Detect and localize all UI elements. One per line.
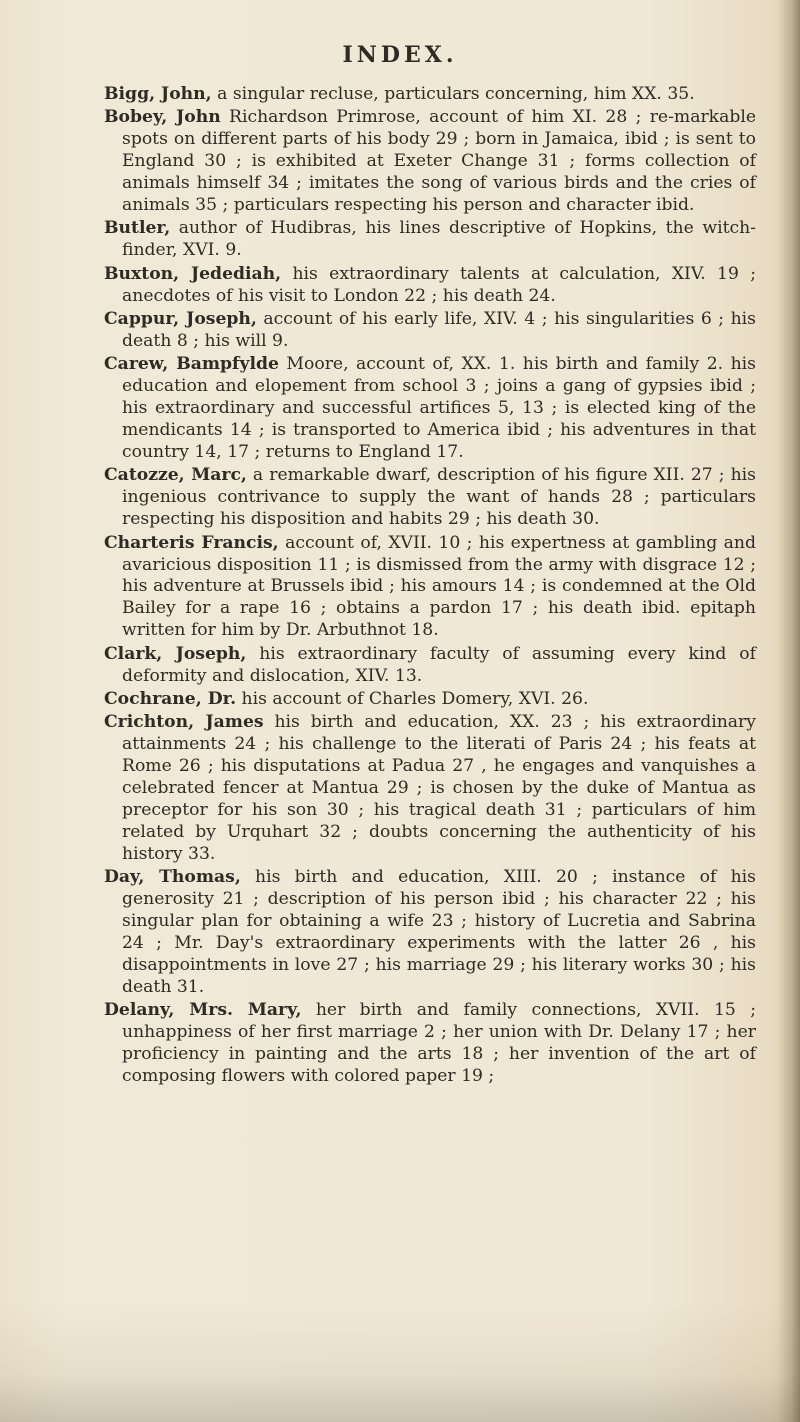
entry-heading: Bigg, John,: [104, 84, 212, 104]
entry-text: Moore, account of, XX. 1. his birth and family 2. his education and elopement from school 3 ; joins a gang of gypsies ibid ; his extraordinary and successful artifices 5, 13 ; is elected king of the mendicants 14 ; is transported to America ibid ; his adventures in that country 14, 17 ; returns to England 17.: [122, 354, 756, 462]
entry-heading: Cochrane, Dr.: [104, 688, 237, 709]
entry-heading: Delany, Mrs. Mary,: [104, 1000, 302, 1021]
index-entry: [104, 867, 756, 998]
index-entry: [104, 712, 756, 865]
index-entries: [104, 84, 756, 1089]
index-entry: [104, 644, 756, 688]
index-entry: [104, 354, 756, 464]
entry-heading: Catozze, Marc,: [104, 465, 247, 486]
index-entry: [104, 264, 756, 308]
page-bottom-shading: [0, 1302, 800, 1422]
index-entry: [104, 1000, 756, 1088]
entry-text: his birth and education, XIII. 20 ; instance of his generosity 21 ; description of his person ibid ; his character 22 ; his singular plan for obtaining a wife 23 ; history of Lucretia and Sabrina 24 ; Mr. Day's extraordinary experiments with the latter 26 , his disappointments in love 27 ; his marriage 29 ; his literary works 30 ; his death 31.: [122, 867, 756, 997]
entry-text: his birth and education, XX. 23 ; his extraordinary attainments 24 ; his challenge to the literati of Paris 24 ; his feats at Rome 26 ; his disputations at Padua 27 , he engages and vanquishes a celebrated fencer at Mantua 29 ; is chosen by the duke of Mantua as preceptor for his son 30 ; his tragical death 31 ; particulars of him related by Urquhart 32 ; doubts concerning the authenticity of his history 33.: [122, 712, 756, 864]
entry-heading: Crichton, James: [104, 712, 264, 733]
entry-text: his account of Charles Domery, XVI. 26.: [236, 688, 589, 709]
entry-heading: Bobey, John: [104, 107, 221, 128]
page-edge-shadow: [778, 0, 800, 1422]
entry-text: account of, XVII. 10 ; his expertness at gambling and avaricious disposition 11 ; is dismissed from the army with disgrace 12 ; his adventure at Brussels ibid ; his amours 14 ; is condemned at the Old Bailey for a rape 16 ; obtains a pardon 17 ; his death ibid. epitaph written for him by Dr. Arbuthnot 18.: [122, 532, 756, 641]
entry-heading: Day, Thomas,: [104, 867, 241, 888]
entry-text: a remarkable dwarf, description of his figure XII. 27 ; his ingenious contrivance to supply the want of hands 28 ; particulars respecting his disposition and habits 29 ; his death 30.: [122, 465, 756, 530]
entry-heading: Buxton, Jedediah,: [104, 263, 282, 284]
entry-text: her birth and family connections, XVII. 15 ; unhappiness of her first marriage 2 ; her union with Dr. Delany 17 ; her proficiency in painting and the arts 18 ; her invention of the art of composing flowers with colored paper 19 ;: [122, 1000, 757, 1086]
index-entry: [104, 465, 756, 531]
entry-heading: Clark, Joseph,: [104, 643, 247, 664]
running-head: INDEX.: [342, 42, 458, 68]
entry-heading: Carew, Bampfylde: [104, 354, 279, 375]
entry-text: Richardson Primrose, account of him XI. 28 ; re-markable spots on different parts of his body 29 ; born in Jamaica, ibid ; is sent to England 30 ; is exhibited at Exeter Change 31 ; forms collection of animals himself 34 ; imitates the song of various birds and the cries of animals 35 ; particulars respecting his person and character ibid.: [122, 107, 757, 216]
entry-text: account of his early life, XIV. 4 ; his singularities 6 ; his death 8 ; his will 9.: [122, 309, 756, 351]
entry-heading: Cappur, Joseph,: [104, 309, 257, 330]
entry-text: his extraordinary talents at calculation, XIV. 19 ; anecdotes of his visit to London 22 ; his death 24.: [122, 263, 756, 306]
index-entry: [104, 218, 756, 262]
entry-heading: Charteris Francis,: [104, 532, 279, 553]
entry-text: a singular recluse, particulars concerning, him XX. 35.: [211, 84, 695, 104]
entry-heading: Butler,: [104, 218, 171, 239]
index-entry: [104, 689, 756, 711]
index-entry: [104, 533, 756, 643]
entry-text: author of Hudibras, his lines descriptive of Hopkins, the witch-finder, XVI. 9.: [122, 218, 756, 261]
entry-text: his extraordinary faculty of assuming every kind of deformity and dislocation, XIV. 13.: [122, 643, 756, 686]
index-entry: [104, 107, 756, 217]
index-entry: [104, 84, 756, 106]
index-entry: [104, 309, 756, 353]
